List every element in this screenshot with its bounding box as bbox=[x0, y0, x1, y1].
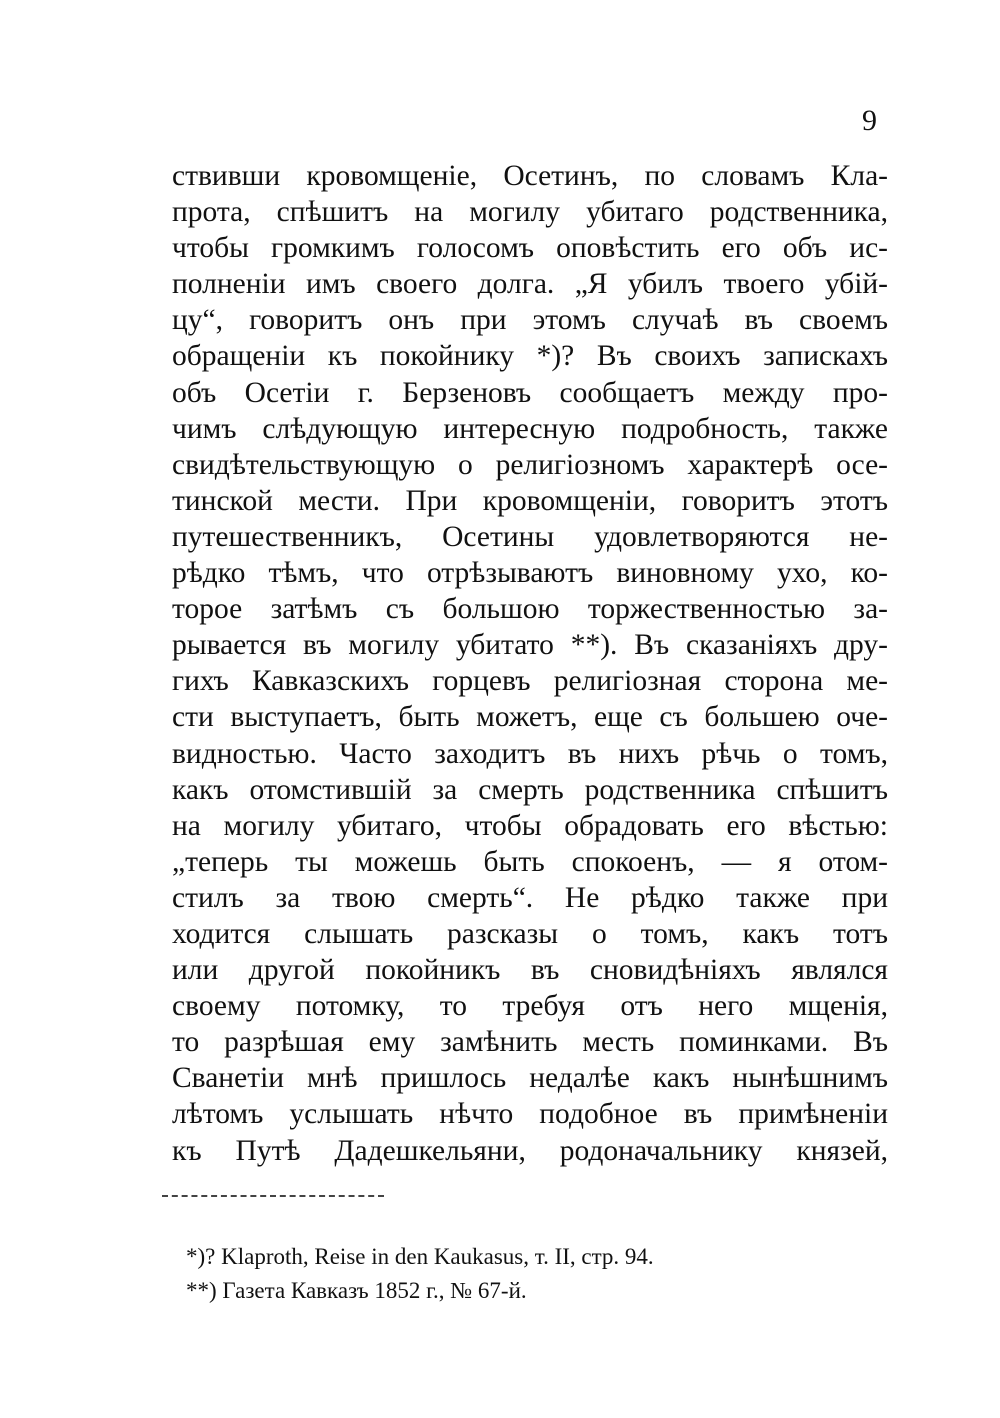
text-line: полненіи имъ своего долга. „Я убилъ твоего убій- bbox=[172, 268, 888, 301]
text-line: на могилу убитаго, чтобы обрадовать его вѣстью: bbox=[172, 809, 888, 842]
text-line: свидѣтельствующую о религіозномъ характерѣ осе- bbox=[172, 448, 888, 481]
text-line: путешественникъ, Осетины удовлетворяются не- bbox=[172, 520, 888, 553]
text-line: рѣдко тѣмъ, что отрѣзываютъ виновному ухо, ко- bbox=[172, 557, 888, 590]
text-line: къ Путѣ Дадешкельяни, родоначальнику князей, bbox=[172, 1134, 888, 1167]
text-line: рывается въ могилу убитато **). Въ сказаніяхъ дру- bbox=[172, 629, 888, 662]
text-line: прота, спѣшитъ на могилу убитаго родственника, bbox=[172, 196, 888, 229]
text-line: чимъ слѣдующую интересную подробность, также bbox=[172, 412, 888, 445]
text-line: сти выступаетъ, быть можетъ, еще съ большею оче- bbox=[172, 701, 888, 734]
text-line: чтобы громкимъ голосомъ оповѣстить его объ ис- bbox=[172, 232, 888, 265]
text-line: гихъ Кавказскихъ горцевъ религіозная сторона ме- bbox=[172, 665, 888, 698]
text-line: торое затѣмъ съ большою торжественностью за- bbox=[172, 593, 888, 626]
text-line: или другой покойникъ въ сновидѣніяхъ являлся bbox=[172, 954, 888, 987]
footnotes bbox=[186, 1240, 826, 1308]
text-line: ствивши кровомщеніе, Осетинъ, по словамъ Кла- bbox=[172, 160, 888, 192]
text-line: видностью. Часто заходитъ въ нихъ рѣчь о томъ, bbox=[172, 737, 888, 770]
text-line: лѣтомъ услышать нѣчто подобное въ примѣненіи bbox=[172, 1098, 888, 1131]
body-text bbox=[172, 158, 888, 1169]
footnote-1: *)? Klaproth, Reise in den Kaukasus, т. II, стр. 94. bbox=[186, 1244, 654, 1269]
text-line: какъ отомстившій за смерть родственника спѣшитъ bbox=[172, 773, 888, 806]
text-line: объ Осетіи г. Берзеновъ сообщаетъ между про- bbox=[172, 376, 888, 409]
page-number: 9 bbox=[862, 104, 877, 137]
text-line: ходится слышать разсказы о томъ, какъ тотъ bbox=[172, 917, 888, 950]
footnote-divider bbox=[162, 1195, 384, 1197]
text-line: „теперь ты можешь быть спокоенъ, — я отом- bbox=[172, 845, 888, 878]
text-line: своему потомку, то требуя отъ него мщенія, bbox=[172, 990, 888, 1023]
text-line: стилъ за твою смерть“. Не рѣдко также при bbox=[172, 881, 888, 914]
text-line: Сванетіи мнѣ пришлось недалѣе какъ нынѣшнимъ bbox=[172, 1062, 888, 1095]
text-line: цу“, говоритъ онъ при этомъ случаѣ въ своемъ bbox=[172, 304, 888, 337]
footnote-2: **) Газета Кавказъ 1852 г., № 67-й. bbox=[186, 1278, 527, 1303]
text-line: обращеніи къ покойнику *)? Въ своихъ запискахъ bbox=[172, 340, 888, 373]
text-line: тинской мести. При кровомщеніи, говоритъ этотъ bbox=[172, 484, 888, 517]
text-line: то разрѣшая ему замѣнить месть поминками. Въ bbox=[172, 1026, 888, 1059]
